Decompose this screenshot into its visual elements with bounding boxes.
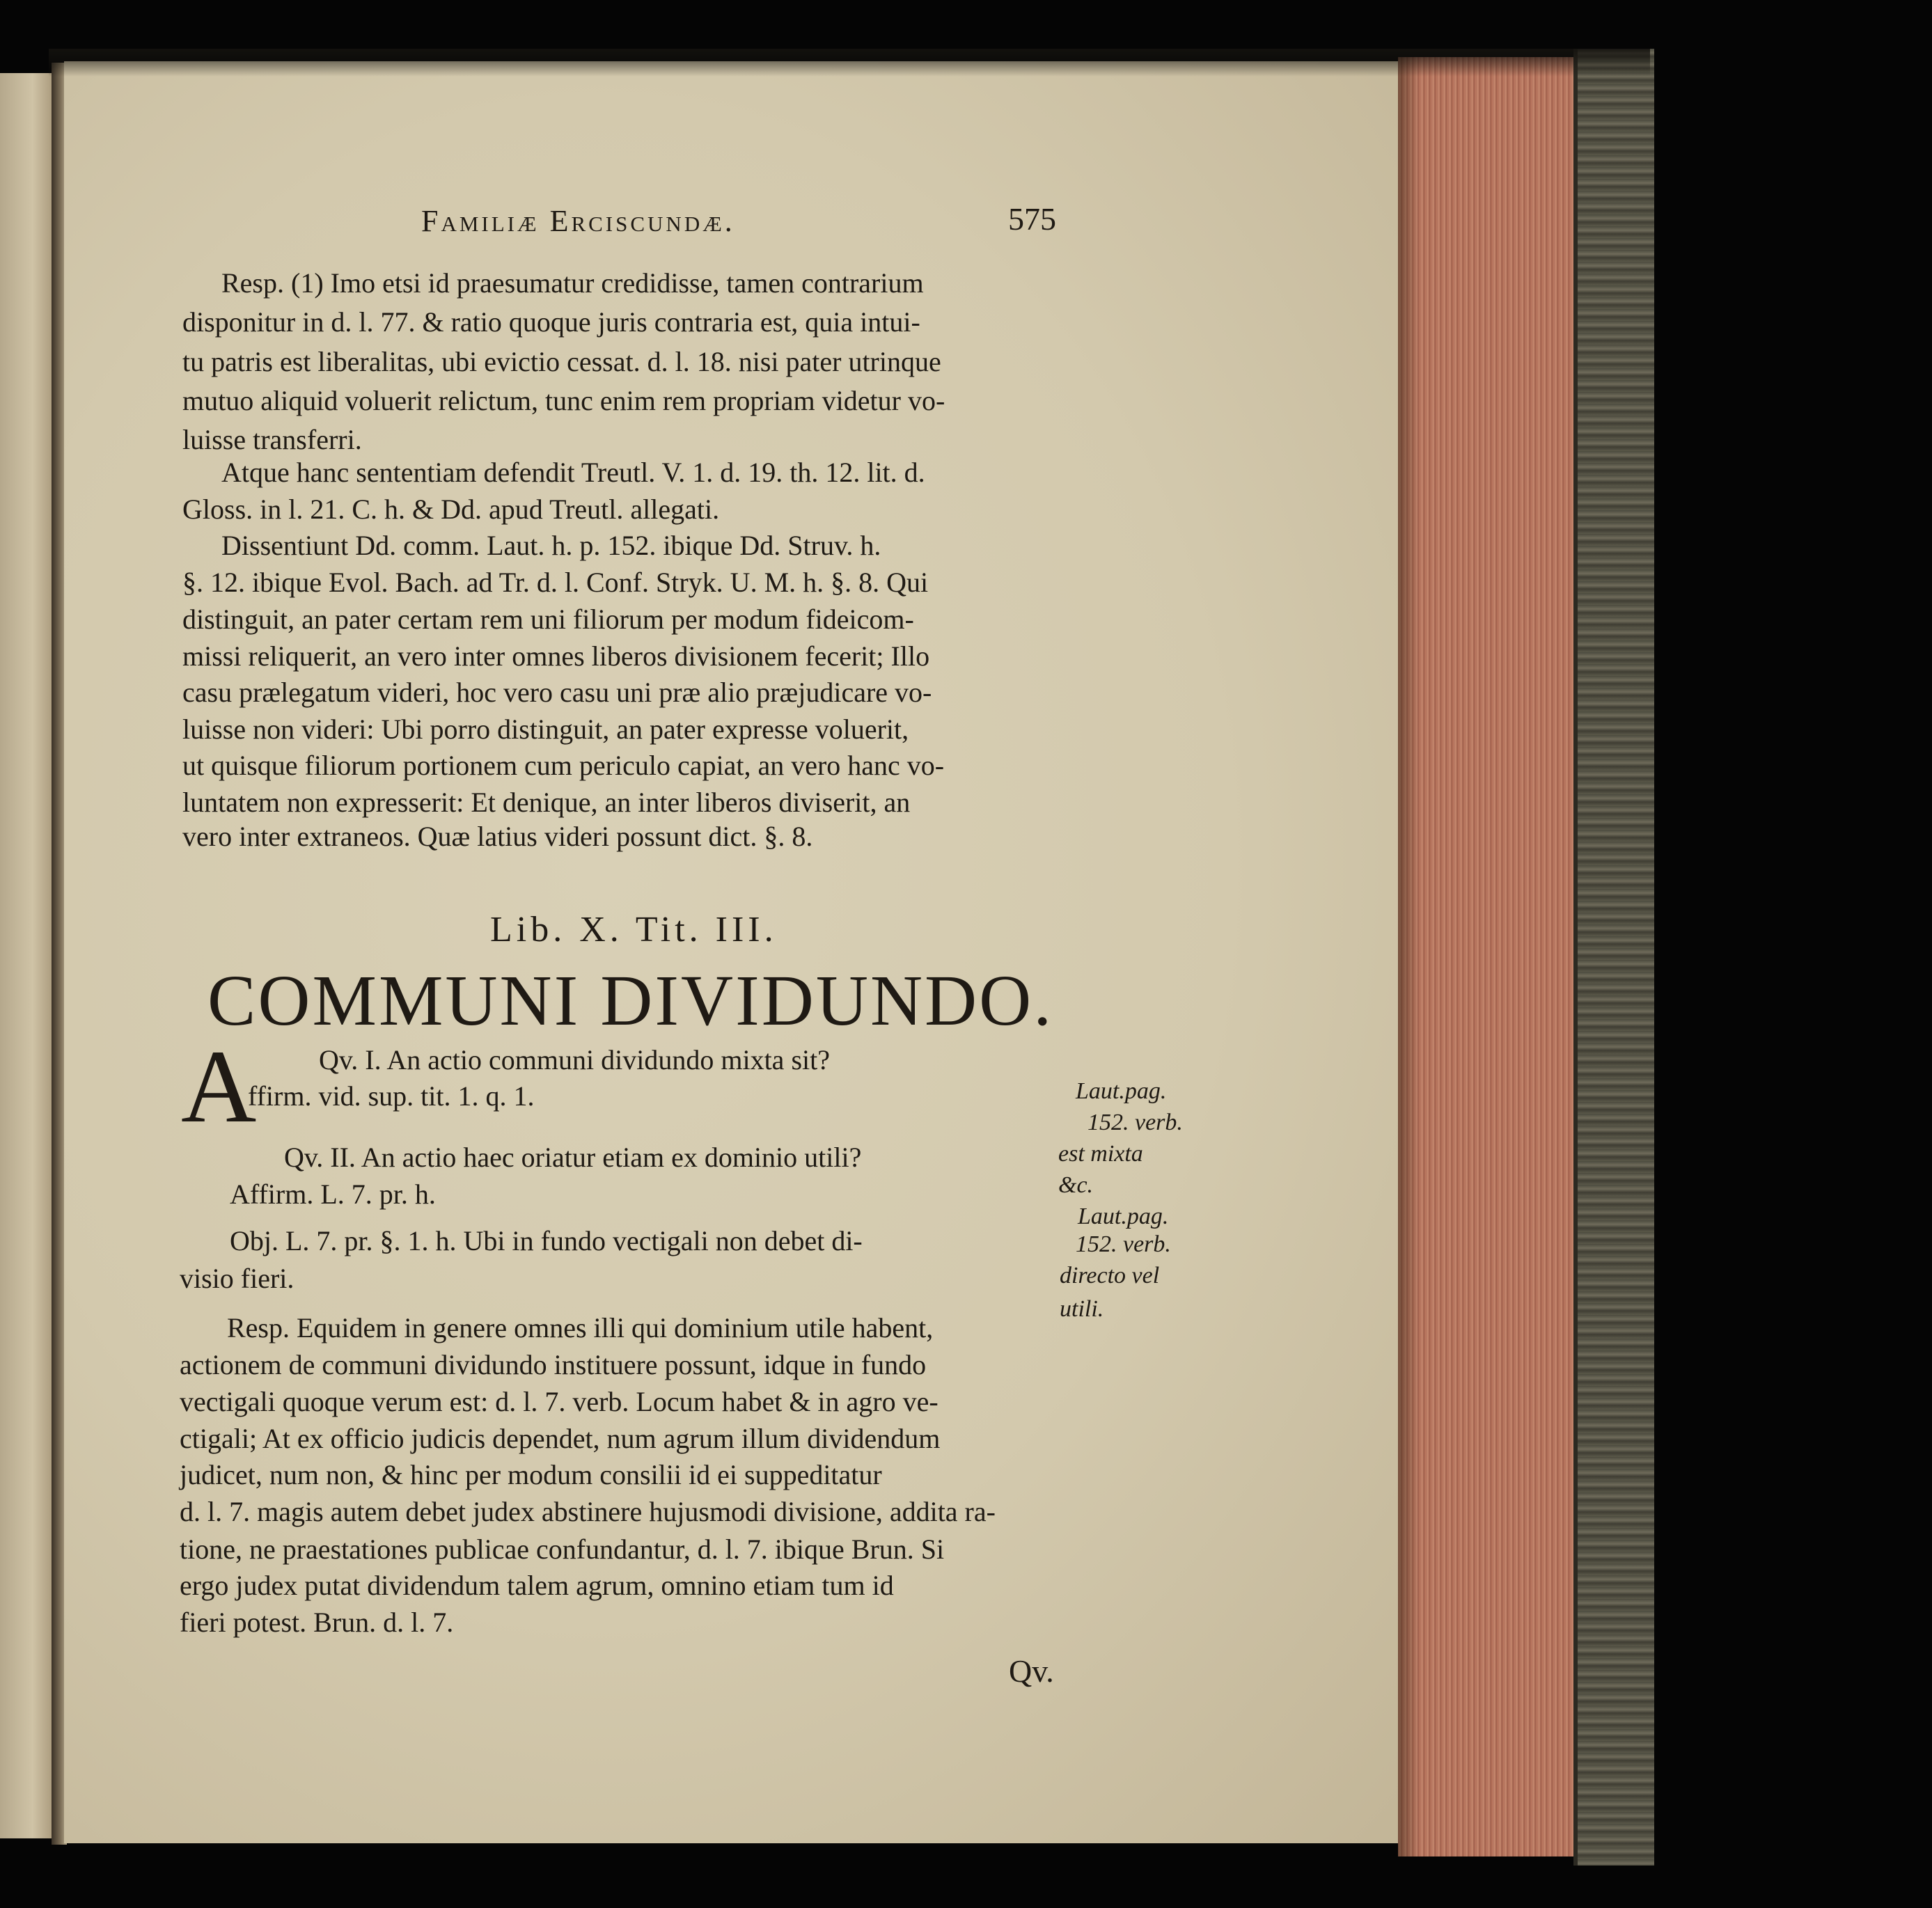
margin-note: 152. verb.	[1076, 1231, 1171, 1257]
margin-note: utili.	[1060, 1296, 1104, 1322]
text-line: actionem de communi dividundo instituere possunt, idque in fundo	[180, 1349, 927, 1380]
text-line: Resp. Equidem in genere omnes illi qui dominium utile habent,	[227, 1312, 934, 1343]
text-line: ctigali; At ex officio judicis dependet, num agrum illum dividendum	[180, 1423, 941, 1454]
text-line: ergo judex putat dividendum talem agrum, omnino etiam tum id	[180, 1570, 894, 1601]
page-edges-shadow	[1398, 57, 1419, 1856]
text-line: tione, ne praestationes publicae confundantur, d. l. 7. ibique Brun. Si	[180, 1534, 945, 1565]
text-line: distinguit, an pater certam rem uni filiorum per modum fideicom-	[182, 604, 914, 635]
text-line: mutuo aliquid voluerit relictum, tunc enim rem propriam videtur vo-	[182, 385, 945, 416]
question-1-answer: ffirm. vid. sup. tit. 1. q. 1.	[248, 1080, 535, 1112]
text-line: §. 12. ibique Evol. Bach. ad Tr. d. l. Conf. Stryk. U. M. h. §. 8. Qui	[182, 567, 929, 598]
margin-note: directo vel	[1060, 1263, 1160, 1288]
margin-note: est mixta	[1058, 1141, 1143, 1167]
question-2: Qv. II. An actio haec oriatur etiam ex dominio utili?	[284, 1142, 862, 1173]
question-2-answer: Affirm. L. 7. pr. h.	[230, 1178, 436, 1210]
text-line: Resp. (1) Imo etsi id praesumatur credidisse, tamen contrarium	[221, 267, 924, 299]
top-shadow	[49, 49, 1650, 77]
section-title: COMMUNI DIVIDUNDO.	[207, 961, 1054, 1041]
margin-note: Laut.pag.	[1078, 1204, 1169, 1229]
objection: Obj. L. 7. pr. §. 1. h. Ubi in fundo vectigali non debet di-	[230, 1225, 863, 1256]
text-line: Dissentiunt Dd. comm. Laut. h. p. 152. ibique Dd. Struv. h.	[221, 530, 881, 561]
text-line: Gloss. in l. 21. C. h. & Dd. apud Treutl. allegati.	[182, 494, 720, 525]
facing-page-edge	[0, 73, 54, 1838]
text-line: fieri potest. Brun. d. l. 7.	[180, 1607, 454, 1638]
objection-cont: visio fieri.	[180, 1263, 294, 1294]
page-edges	[1398, 57, 1586, 1856]
section-lib-tit: Lib. X. Tit. III.	[490, 910, 778, 949]
text-line: luisse non videri: Ubi porro distinguit, an pater expresse voluerit,	[182, 713, 909, 745]
text-line: d. l. 7. magis autem debet judex abstinere hujusmodi divisione, addita ra-	[180, 1496, 996, 1527]
text-line: luntatem non expresserit: Et denique, an inter liberos diviserit, an	[182, 787, 911, 818]
text-line: disponitur in d. l. 77. & ratio quoque juris contraria est, quia intui-	[182, 306, 920, 338]
running-title: Familiæ Erciscundæ.	[421, 204, 735, 238]
text-line: Atque hanc sententiam defendit Treutl. V. 1. d. 19. th. 12. lit. d.	[221, 457, 925, 488]
text-line: casu prælegatum videri, hoc vero casu uni præ alio præjudicare vo-	[182, 677, 932, 708]
drop-cap: A	[181, 1029, 257, 1144]
text-line: vectigali quoque verum est: d. l. 7. verb. Locum habet & in agro ve-	[180, 1386, 938, 1417]
margin-note: 152. verb.	[1087, 1110, 1183, 1135]
text-line: ut quisque filiorum portionem cum periculo capiat, an vero hanc vo-	[182, 750, 945, 781]
text-line: judicet, num non, & hinc per modum consilii id ei suppeditatur	[180, 1459, 882, 1490]
text-line: vero inter extraneos. Quæ latius videri possunt dict. §. 8.	[182, 821, 813, 852]
catchword: Qv.	[1009, 1653, 1054, 1689]
text-line: tu patris est liberalitas, ubi evictio cessat. d. l. 18. nisi pater utrinque	[182, 346, 941, 377]
margin-note: &c.	[1058, 1172, 1094, 1198]
page-number: 575	[1008, 201, 1056, 237]
book-cover-board	[1573, 49, 1654, 1866]
question-1: Qv. I. An actio communi dividundo mixta sit?	[319, 1044, 830, 1075]
text-line: luisse transferri.	[182, 424, 362, 455]
margin-note: Laut.pag.	[1076, 1078, 1167, 1104]
text-line: missi reliquerit, an vero inter omnes liberos divisionem fecerit; Illo	[182, 640, 930, 672]
